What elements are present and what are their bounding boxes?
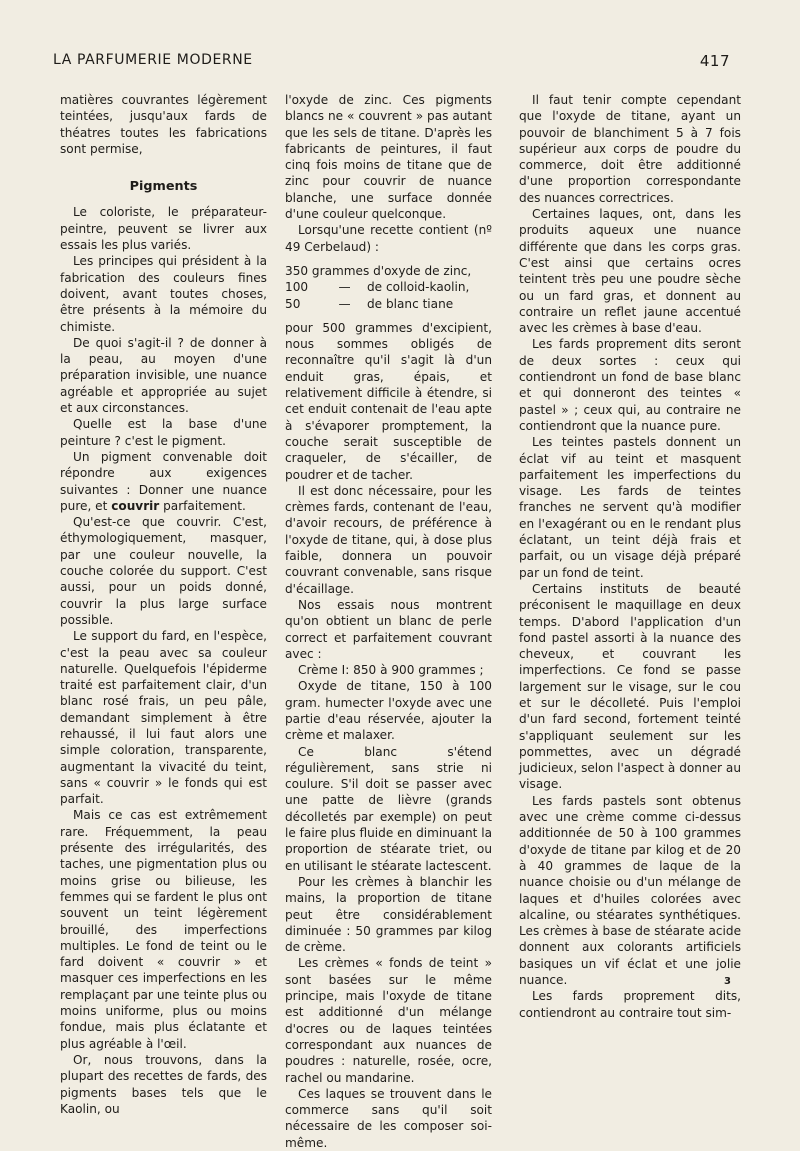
recipe-list [285, 263, 492, 312]
paragraph: Pour les crèmes à blanchir les mains, la proportion de titane peut être considérablement diminuée : 50 grammes par kilog de crème. [285, 874, 492, 955]
recipe-quantity: 100 [285, 280, 309, 295]
paragraph: Ces laques se trouvent dans le commerce sans qu'il soit nécessaire de les composer soi-même. [285, 1086, 492, 1150]
paragraph: l'oxyde de zinc. Ces pigments blancs ne « couvrent » pas autant que les sels de titane. D'après les fabricants de peintures, il faut cinq fois moins de titane que de zinc pour couvrir de nuance blanche, une surface donnée d'une couleur quelconque. [285, 93, 492, 222]
paragraph: Les principes qui président à la fabrication des couleurs fines doivent, avant toutes choses, être présents à la mémoire du chimiste. [60, 254, 267, 334]
running-title: LA PARFUMERIE MODERNE [53, 52, 253, 68]
signature-mark: 3 [724, 976, 731, 987]
paragraph: De quoi s'agit-il ? de donner à la peau, au moyen d'une préparation invisible, une nuance agréable et appropriée au sujet et aux circonstances. [60, 335, 267, 416]
recipe-line: 350 grammes d'oxyde de zinc, [285, 263, 472, 278]
paragraph: Les fards proprement dits, contiendront au contraire tout sim- [519, 989, 741, 1020]
paragraph: Certaines laques, ont, dans les produits aqueux une nuance différente que dans les corps gras. C'est ainsi que certains ocres teintent très peu une poudre sèche ou un fard gras, et donnent au contraire un reflet jaune accentué avec les crèmes à base d'eau. [519, 207, 741, 336]
recipe-ingredient: de colloid-kaolin, [367, 280, 470, 295]
paragraph: Crème I: 850 à 900 grammes ; [298, 663, 484, 678]
recipe-quantity: 50 [285, 296, 301, 311]
paragraph: Les fards pastels sont obtenus avec une crème comme ci-dessus additionnée de 50 à 100 grammes d'oxyde de titane par kilog et de 20 à 40 grammes de laque de la nuance choisie ou d'un mélange de laques et d'huiles colorées avec alcaline, ou stéarates synthétiques. Les crèmes à base de stéarate acide donnent aux colorants artificiels basiques un vif éclat et une jolie nuance. [519, 793, 742, 988]
paragraph: Nos essais nous montrent qu'on obtient un blanc de perle correct et parfaitement couvrant avec : [285, 597, 492, 661]
paragraph: Lorsqu'une recette contient (nº 49 Cerbelaud) : [285, 223, 492, 254]
recipe-dash: — [338, 296, 351, 311]
paragraph [60, 449, 267, 514]
paragraph: Ce blanc s'étend régulièrement, sans strie ni coulure. S'il doit se passer avec une patte de lièvre (grands décolletés par exemple) on peut le faire plus fluide en diminuant la proportion de stéarate triet, ou en utilisant le stéarate lactescent. [285, 744, 493, 873]
text-run: parfaitement. [159, 498, 246, 513]
page-number: 417 [699, 52, 730, 70]
text-column-1 [60, 92, 267, 1117]
paragraph: Les teintes pastels donnent un éclat vif au teint et masquent parfaitement les imperfections du visage. Les fards de teintes franches ne servent qu'à modifier en l'exagérant ou en le rendant plus éclatant, un teint déjà frais et parfait, ou un visage déjà préparé par un fond de teint. [519, 435, 741, 580]
recipe-dash: — [338, 280, 351, 295]
paragraph: Il est donc nécessaire, pour les crèmes fards, contenant de l'eau, d'avoir recours, de préférence à l'oxyde de titane, qui, à dose plus faible, donnera un pouvoir couvrant convenable, sans risque d'écaillage. [285, 483, 492, 596]
paragraph: Certains instituts de beauté préconisent le maquillage en deux temps. D'abord l'application d'un fond pastel assorti à la nuance des cheveux, et couvrant les imperfections. Ce fond se passe largement sur le visage, sur le cou et sur le décolleté. Puis l'emploi d'un fard second, fortement teinté s'appliquant seulement sur les pommettes, avec un dégradé judicieux, selon l'aspect à donner au visage. [519, 581, 741, 792]
paragraph: Qu'est-ce que couvrir. C'est, éthymologiquement, masquer, par une couleur nouvelle, la couche colorée du support. C'est aussi, pour un poids donné, couvrir la plus large surface possible. [60, 515, 267, 627]
paragraph: Il faut tenir compte cependant que l'oxyde de titane, ayant un pouvoir de blanchiment 5 à 7 fois supérieur aux corps de poudre du commerce, doit être additionné d'une proportion correspondante des nuances correctrices. [519, 93, 741, 205]
paragraph: pour 500 grammes d'excipient, nous sommes obligés de reconnaître qu'il s'agit là d'un enduit gras, épais, et relativement difficile à étendre, si cet enduit contenait de l'eau apte à s'évaporer promptement, la couche serait susceptible de craqueler, de s'écailler, de poudrer et de tacher. [285, 320, 492, 482]
paragraph: Le support du fard, en l'espèce, c'est la peau avec sa couleur naturelle. Quelquefois l'épiderme traité est parfaitement clair, d'un blanc rosé frais, un peu pâle, demandant simplement à être rehaussé, il lui faut alors une simple coloration, transparente, augmentant la vivacité du teint, sans « couvrir » le fonds qui est parfait. [60, 629, 267, 807]
paragraph: Or, nous trouvons, dans la plupart des recettes de fards, des pigments bases tels que le Kaolin, ou [60, 1052, 267, 1116]
recipe-ingredient: de blanc tiane [367, 296, 454, 311]
text-column-3 [519, 92, 741, 1021]
paragraph: Les crèmes « fonds de teint » sont basées sur le même principe, mais l'oxyde de titane est additionné d'un mélange d'ocres ou de laques teintées correspondant aux nuances de poudres : naturelle, rosée, ocre, rachel ou mandarine. [285, 956, 492, 1085]
paragraph: Quelle est la base d'une peinture ? c'est le pigment. [60, 417, 267, 448]
paragraph: Oxyde de titane, 150 à 100 gram. humecter l'oxyde avec une partie d'eau réservée, ajouter la crème et malaxer. [285, 679, 492, 743]
recipe-row [285, 279, 492, 295]
text-column-2 [285, 92, 492, 1151]
text-run: Un pigment convenable doit répondre aux exigences suivantes : Donner une nuance pure, et [60, 449, 267, 513]
section-heading: Pigments [129, 179, 198, 195]
page-header [0, 52, 800, 70]
paragraph: Les fards proprement dits seront de deux sortes : ceux qui contiendront un fond de base blanc et qui donneront des teintes « pastel » ; ceux qui, au contraire ne contiendront que la nuance pure. [519, 337, 741, 433]
paragraph: Mais ce cas est extrêmement rare. Fréquemment, la peau présente des irrégularités, des taches, une pigmentation plus ou moins grise ou bilieuse, les femmes qui se fardent le plus ont souvent un teint légèrement brouillé, des imperfections multiples. Le fond de teint ou le fard doivent « couvrir » et masquer ces imperfections en les remplaçant par une teinte plus ou moins uniforme, plus ou moins fondue, mais plus éclatante et plus agréable à l'œil. [60, 808, 267, 1051]
recipe-row [285, 296, 492, 312]
emphasis-couvrir: couvrir [111, 498, 160, 513]
paragraph: matières couvrantes légèrement teintées, jusqu'aux fards de théatres toutes les fabrications sont permise, [60, 93, 267, 156]
paragraph: Le coloriste, le préparateur-peintre, peuvent se livrer aux essais les plus variés. [60, 205, 267, 253]
